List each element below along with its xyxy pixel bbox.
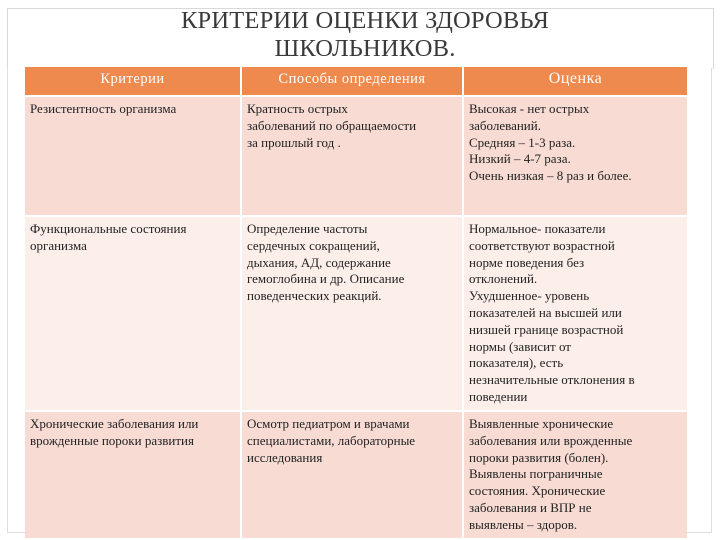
- cell-text-line: специалистами, лабораторные: [247, 432, 416, 448]
- slide-frame-left: [7, 68, 8, 533]
- cell-text-line: нормы (зависит от: [469, 338, 571, 354]
- cell-method: [242, 95, 464, 215]
- cell-text-line: пороки развития (болен).: [469, 449, 609, 465]
- cell-assessment: [464, 410, 687, 538]
- criteria-table: [25, 67, 687, 538]
- cell-text-line: поведенческих реакций.: [247, 288, 382, 304]
- cell-criterion: [25, 95, 242, 215]
- cell-text-line: Функциональные состояния: [30, 221, 187, 236]
- cell-criterion: [25, 215, 242, 410]
- table-row: [25, 95, 687, 215]
- cell-text-line: заболевания или врожденные: [469, 432, 633, 448]
- cell-text-line: соответствуют возрастной: [469, 237, 615, 253]
- table-header-row: [25, 67, 687, 95]
- cell-text-line: выявлены – здоров.: [469, 516, 578, 532]
- cell-criterion: [25, 410, 242, 538]
- cell-text-line: заболеваний по обращаемости: [247, 117, 417, 133]
- cell-text-line: Ухудшенное- уровень: [469, 288, 590, 304]
- cell-text-line: состояния. Хронические: [469, 483, 606, 499]
- cell-assessment: [464, 215, 687, 410]
- cell-assessment: [464, 95, 687, 215]
- cell-text-line: Выявлены пограничные: [469, 466, 603, 482]
- header-criteria: Критерии: [25, 67, 242, 95]
- cell-text-line: незначительные отклонения в: [469, 372, 635, 388]
- cell-text-line: гемоглобина и др. Описание: [247, 271, 405, 287]
- cell-text-line: Осмотр педиатром и врачами: [247, 416, 410, 431]
- header-methods: Способы определения: [242, 67, 464, 95]
- cell-text-line: Определение частоты: [247, 221, 368, 236]
- cell-text-line: организма: [30, 237, 87, 253]
- cell-text-line: Низкий – 4-7 раза.: [469, 151, 571, 167]
- cell-text-line: показателя), есть: [469, 355, 564, 371]
- cell-text-line: заболевания и ВПР не: [469, 499, 592, 515]
- cell-method: [242, 215, 464, 410]
- cell-text-line: поведении: [469, 388, 528, 404]
- cell-text-line: сердечных сокращений,: [247, 237, 380, 253]
- cell-text-line: Кратность острых: [247, 101, 348, 116]
- table-row: [25, 215, 687, 410]
- header-assessment: Оценка: [464, 67, 687, 95]
- cell-text-line: норме поведения без: [469, 254, 585, 270]
- cell-text-line: Хронические заболевания или: [30, 416, 199, 431]
- cell-text-line: Высокая - нет острых: [469, 101, 590, 116]
- cell-text-line: дыхания, АД, содержание: [247, 254, 391, 270]
- cell-text-line: Очень низкая – 8 раз и более.: [469, 168, 632, 184]
- cell-text-line: отклонений.: [469, 271, 538, 287]
- cell-method: [242, 410, 464, 538]
- table-row: [25, 410, 687, 538]
- cell-text-line: Нормальное- показатели: [469, 221, 606, 236]
- slide-title-line-1: КРИТЕРИИ ОЦЕНКИ ЗДОРОВЬЯ: [181, 7, 549, 34]
- cell-text-line: Выявленные хронические: [469, 416, 614, 431]
- cell-text-line: исследования: [247, 449, 323, 465]
- cell-text-line: Резистентность организма: [30, 101, 177, 116]
- slide-title: [150, 7, 580, 63]
- cell-text-line: показателей на высшей или: [469, 304, 622, 320]
- cell-text-line: Средняя – 1-3 раза.: [469, 134, 576, 150]
- cell-text-line: врожденные пороки развития: [30, 432, 194, 448]
- cell-text-line: за прошлый год .: [247, 134, 341, 150]
- slide-title-line-2: ШКОЛЬНИКОВ.: [274, 35, 456, 62]
- cell-text-line: низшей границе возрастной: [469, 321, 624, 337]
- cell-text-line: заболеваний.: [469, 117, 541, 133]
- slide-frame-right: [711, 68, 712, 533]
